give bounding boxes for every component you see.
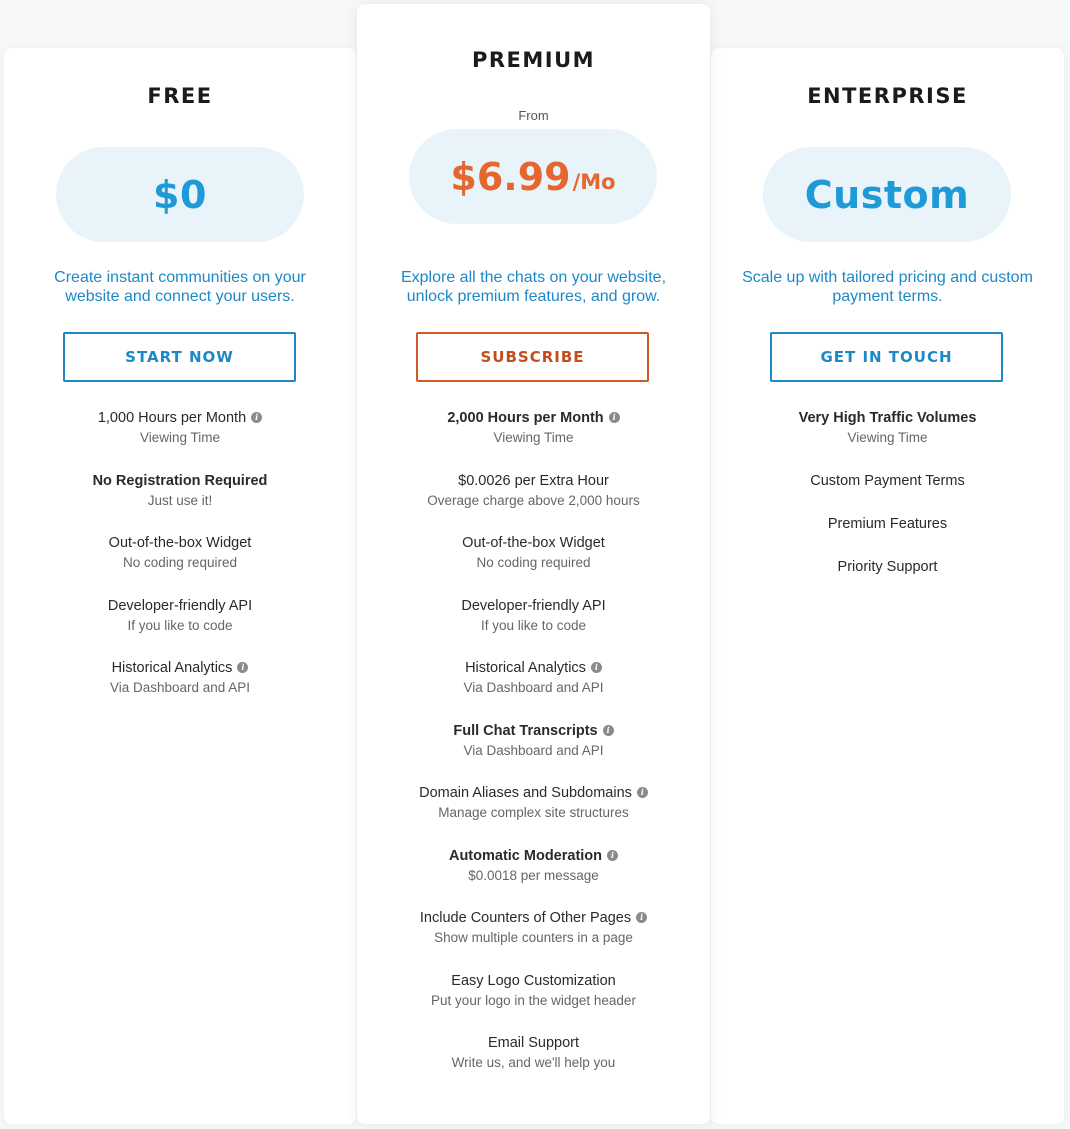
feature-item (711, 558, 1064, 601)
info-icon[interactable]: i (591, 662, 602, 673)
feature-title-text: Domain Aliases and Subdomains (419, 785, 632, 801)
plan-card-free (4, 48, 356, 1124)
plan-description: Scale up with tailored pricing and custom payment terms. (742, 269, 1033, 305)
feature-title (711, 472, 1064, 491)
feature-title (711, 558, 1064, 577)
feature-subtitle: If you like to code (480, 617, 587, 633)
feature-title (4, 534, 356, 553)
feature-subtitle: Viewing Time (139, 430, 221, 445)
plan-title: ENTERPRISE (807, 84, 968, 108)
feature-item (357, 1034, 710, 1097)
feature-item (4, 534, 356, 597)
feature-title (357, 472, 710, 491)
feature-subtitle: Viewing Time (847, 430, 928, 445)
feature-item (4, 659, 356, 722)
feature-subtitle: Viewing Time (493, 430, 574, 445)
feature-title-text: Historical Analytics (465, 660, 586, 676)
feature-subtitle: No coding required (122, 555, 238, 570)
feature-subtitle: No coding required (476, 555, 591, 570)
feature-title (357, 597, 710, 616)
info-icon[interactable]: i (607, 850, 618, 861)
price-period: /Mo (572, 169, 616, 194)
feature-subtitle: Via Dashboard and API (463, 742, 604, 758)
feature-title (357, 409, 710, 428)
start-now-button[interactable]: START NOW (63, 332, 296, 382)
get-in-touch-button[interactable]: GET IN TOUCH (770, 332, 1003, 382)
subscribe-button[interactable]: SUBSCRIBE (416, 332, 649, 382)
feature-subtitle: Just use it! (147, 492, 213, 508)
feature-title-text: 1,000 Hours per Month (97, 410, 247, 426)
feature-title-text: Out-of-the-box Widget (108, 535, 252, 551)
feature-title (357, 722, 710, 741)
feature-title-text: Historical Analytics (111, 660, 233, 676)
feature-title-text: Developer-friendly API (461, 597, 606, 614)
feature-title-text: Email Support (487, 1035, 580, 1051)
feature-title-text: Easy Logo Customization (451, 972, 616, 989)
feature-title-text: $0.0026 per Extra Hour (458, 472, 609, 489)
info-icon[interactable]: i (251, 412, 262, 423)
feature-title-text: Out-of-the-box Widget (462, 535, 605, 551)
info-icon[interactable]: i (636, 912, 647, 923)
feature-title (4, 659, 356, 678)
feature-title (357, 909, 710, 928)
plan-title: PREMIUM (471, 48, 596, 72)
plan-description: Create instant communities on your website and connect your users. (54, 269, 306, 305)
feature-title-text: Custom Payment Terms (810, 472, 965, 489)
price-value: Custom (804, 172, 970, 217)
price-badge (763, 147, 1011, 242)
feature-subtitle: Show multiple counters in a page (434, 930, 633, 945)
feature-title (357, 659, 710, 678)
feature-list (4, 409, 356, 722)
info-icon[interactable]: i (609, 412, 620, 423)
feature-title-text: Automatic Moderation (448, 847, 603, 864)
feature-item (357, 722, 710, 785)
price-value: $0 (153, 172, 207, 217)
feature-item (711, 472, 1064, 515)
plan-description: Explore all the chats on your website, unlock premium features, and grow. (400, 269, 667, 305)
feature-title (711, 515, 1064, 534)
feature-title (357, 1034, 710, 1053)
info-icon[interactable]: i (237, 662, 248, 673)
plan-card-premium (357, 4, 710, 1124)
feature-title-text: Developer-friendly API (107, 597, 253, 614)
feature-title (711, 409, 1064, 428)
feature-title (357, 784, 710, 803)
feature-title-text: Premium Features (827, 515, 948, 532)
feature-item (711, 409, 1064, 472)
feature-subtitle: If you like to code (127, 617, 233, 633)
plan-title: FREE (147, 84, 213, 108)
feature-subtitle: Put your logo in the widget header (431, 992, 636, 1008)
feature-title-text: Very High Traffic Volumes (798, 410, 977, 426)
feature-title (357, 534, 710, 553)
feature-title-text: Priority Support (837, 558, 938, 575)
feature-item (711, 515, 1064, 558)
feature-item (357, 597, 710, 660)
feature-title-text: 2,000 Hours per Month (447, 410, 604, 426)
feature-item (357, 409, 710, 472)
info-icon[interactable]: i (603, 725, 614, 736)
feature-subtitle: $0.0018 per message (468, 867, 599, 883)
price-badge (56, 147, 304, 242)
feature-subtitle: Overage charge above 2,000 hours (427, 492, 640, 508)
info-icon[interactable]: i (637, 787, 648, 798)
feature-item (357, 472, 710, 535)
feature-title-text: No Registration Required (92, 472, 268, 489)
feature-title (4, 472, 356, 491)
feature-item (357, 784, 710, 847)
feature-item (4, 597, 356, 660)
feature-item (357, 909, 710, 972)
feature-title (4, 409, 356, 428)
feature-item (357, 847, 710, 910)
feature-title (357, 847, 710, 866)
feature-title (4, 597, 356, 616)
feature-item (4, 409, 356, 472)
feature-title-text: Include Counters of Other Pages (419, 910, 632, 926)
feature-subtitle: Via Dashboard and API (109, 680, 251, 695)
plan-card-enterprise (711, 48, 1064, 1124)
feature-list (357, 409, 710, 1097)
feature-title-text: Full Chat Transcripts (453, 722, 598, 739)
price-badge (409, 129, 657, 224)
feature-item (357, 534, 710, 597)
feature-item (4, 472, 356, 535)
price-value: $6.99 (450, 154, 571, 199)
feature-item (357, 972, 710, 1035)
feature-item (357, 659, 710, 722)
feature-subtitle: Manage complex site structures (438, 805, 629, 820)
feature-title (357, 972, 710, 991)
feature-list (711, 409, 1064, 601)
feature-subtitle: Via Dashboard and API (463, 680, 604, 695)
feature-subtitle: Write us, and we'll help you (451, 1055, 616, 1070)
price-prefix: From (518, 108, 549, 123)
